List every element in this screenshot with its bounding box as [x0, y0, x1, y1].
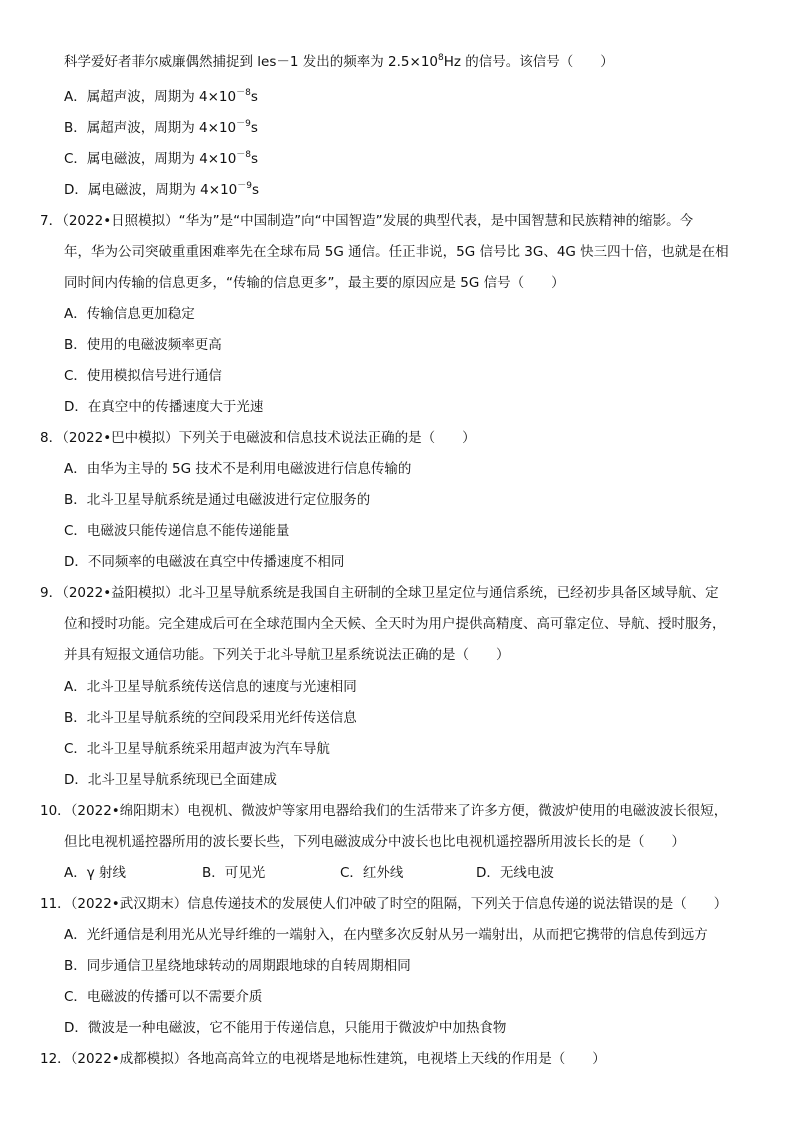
- q9-option-a: A．北斗卫星导航系统传送信息的速度与光速相同: [64, 679, 357, 695]
- q10-option-a: A．γ 射线: [64, 865, 127, 881]
- q7-stem-line1: 7．（2022•日照模拟）“华为”是“中国制造”向“中国智造”发展的典型代表，是中国智慧和民族精神的缩影。今: [40, 213, 694, 229]
- q6-option-d: D．属电磁波，周期为 $4\times 10^{-9}s$: [64, 180, 260, 198]
- q10-stem-line1: 10．（2022•绵阳期末）电视机、微波炉等家用电器给我们的生活带来了许多方便，微波炉使用的电磁波波长很短，: [40, 803, 728, 819]
- q11-option-b: B．同步通信卫星绕地球转动的周期跟地球的自转周期相同: [64, 958, 411, 974]
- q7-option-a: A．传输信息更加稳定: [64, 306, 195, 322]
- q6-option-b: B．属超声波，周期为 $4\times 10^{-9}s$: [64, 118, 258, 136]
- q7-stem-line3: 同时间内传输的信息更多，“传输的信息更多”，最主要的原因应是 5G 信号（ ）: [64, 275, 565, 291]
- q9-stem-line1: 9．（2022•益阳模拟）北斗卫星导航系统是我国自主研制的全球卫星定位与通信系统，已经初步具备区域导航、定: [40, 585, 719, 601]
- q7-option-d: D．在真空中的传播速度大于光速: [64, 399, 264, 415]
- q11-option-d: D．微波是一种电磁波，它不能用于传递信息，只能用于微波炉中加热食物: [64, 1020, 507, 1036]
- q8-option-d: D．不同频率的电磁波在真空中传播速度不相同: [64, 554, 345, 570]
- q7-option-b: B．使用的电磁波频率更高: [64, 337, 222, 353]
- q12-stem: 12．（2022•成都模拟）各地高高耸立的电视塔是地标性建筑，电视塔上天线的作用是（ ）: [40, 1051, 606, 1067]
- q10-option-c: C．红外线: [340, 865, 404, 881]
- q7-option-c: C．使用模拟信号进行通信: [64, 368, 222, 384]
- q10-stem-line2: 但比电视机遥控器所用的波长要长些，下列电磁波成分中波长也比电视机遥控器所用波长长的是（ ）: [64, 834, 685, 850]
- q9-option-c: C．北斗卫星导航系统采用超声波为汽车导航: [64, 741, 330, 757]
- q10-option-d: D．无线电波: [476, 865, 554, 881]
- q8-option-b: B．北斗卫星导航系统是通过电磁波进行定位服务的: [64, 492, 371, 508]
- q7-stem-line2: 年，华为公司突破重重困难率先在全球布局 5G 通信。任正非说，5G 信号比 3G、4G 快三四十倍，也就是在相: [64, 244, 729, 260]
- q8-stem: 8．（2022•巴中模拟）下列关于电磁波和信息技术说法正确的是（ ）: [40, 430, 476, 446]
- q11-option-c: C．电磁波的传播可以不需要介质: [64, 989, 263, 1005]
- q11-option-a: A．光纤通信是利用光从光导纤维的一端射入，在内壁多次反射从另一端射出，从而把它携带的信息传到远方: [64, 927, 708, 943]
- q10-options-row: [64, 863, 724, 883]
- q6-option-c: C．属电磁波，周期为 $4\times 10^{-8}s$: [64, 149, 259, 167]
- q6-stem: 科学爱好者菲尔威廉偶然捕捉到 les－1 发出的频率为 $2.5\times 10^8Hz$ 的信号。该信号（ ）: [64, 52, 614, 70]
- q9-option-b: B．北斗卫星导航系统的空间段采用光纤传送信息: [64, 710, 357, 726]
- q8-option-c: C．电磁波只能传递信息不能传递能量: [64, 523, 290, 539]
- q9-option-d: D．北斗卫星导航系统现已全面建成: [64, 772, 277, 788]
- q6-option-a: A．属超声波，周期为 $4\times 10^{-8}s$: [64, 87, 258, 105]
- q11-stem: 11．（2022•武汉期末）信息传递技术的发展使人们冲破了时空的阻隔，下列关于信息传递的说法错误的是（ ）: [40, 896, 728, 912]
- q8-option-a: A．由华为主导的 5G 技术不是利用电磁波进行信息传输的: [64, 461, 412, 477]
- q9-stem-line2: 位和授时功能。完全建成后可在全球范围内全天候、全天时为用户提供高精度、高可靠定位、导航、授时服务，: [64, 616, 726, 632]
- q10-option-b: B．可见光: [202, 865, 266, 881]
- q9-stem-line3: 并具有短报文通信功能。下列关于北斗导航卫星系统说法正确的是（ ）: [64, 647, 510, 663]
